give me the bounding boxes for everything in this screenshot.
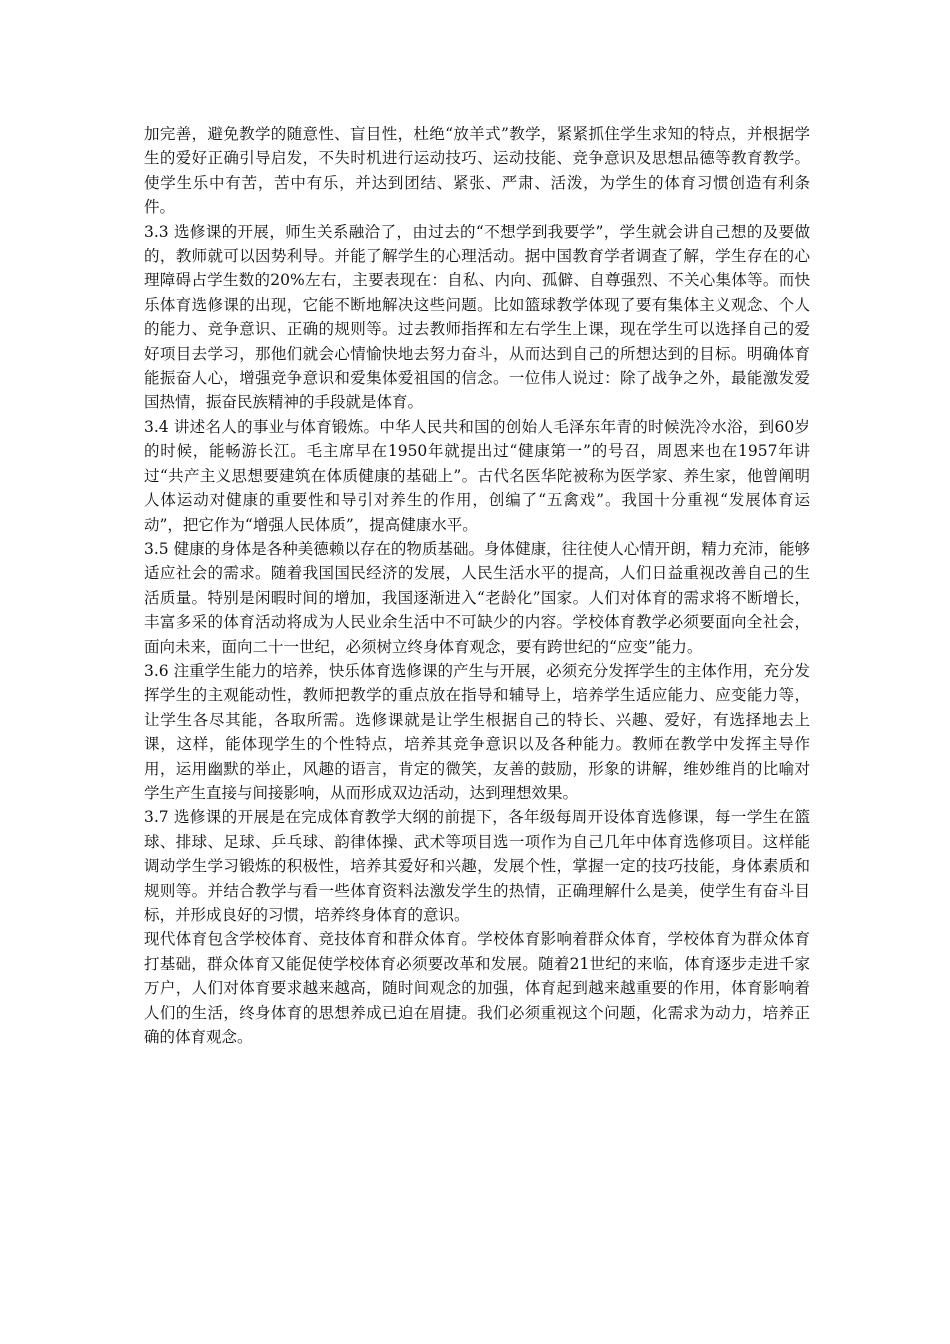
paragraph-continuation: 加完善，避免教学的随意性、盲目性，杜绝“放羊式”教学，紧紧抓住学生求知的特点，并根据学生的爱好正确引导启发，不失时机进行运动技巧、运动技能、竞争意识及思想品德等教育教学。使学生乐中有苦，苦中有乐，并达到团结、紧张、严肃、活泼，为学生的体育习惯创造有利条件。 [144,125,810,217]
document-body [144,122,810,1049]
paragraph-3-5: 3.5 健康的身体是各种美德赖以存在的物质基础。身体健康，往往使人心情开朗，精力充沛，能够适应社会的需求。随着我国国民经济的发展，人民生活水平的提高，人们日益重视改善自己的生活质量。特别是闲暇时间的增加，我国逐渐进入“老龄化”国家。人们对体育的需求将不断增长，丰富多采的体育活动将成为人民业余生活中不可缺少的内容。学校体育教学必须要面向全社会，面向未来，面向二十一世纪，必须树立终身体育观念，要有跨世纪的“应变”能力。 [144,539,810,656]
paragraph-3-4: 3.4 讲述名人的事业与体育锻炼。中华人民共和国的创始人毛泽东年青的时候洗冷水浴，到60岁的时候，能畅游长江。毛主席早在1950年就提出过“健康第一”的号召，周恩来也在1957年讲过“共产主义思想要建筑在体质健康的基础上”。古代名医华陀被称为医学家、养生家，他曾阐明人体运动对健康的重要性和导引对养生的作用，创编了“五禽戏”。我国十分重视“发展体育运动”，把它作为“增强人民体质”，提高健康水平。 [144,417,810,534]
paragraph-3-7: 3.7 选修课的开展是在完成体育教学大纲的前提下，各年级每周开设体育选修课，每一学生在篮球、排球、足球、乒乓球、韵律体操、武术等项目选一项作为自己几年中体育选修项目。这样能调动学生学习锻炼的积极性，培养其爱好和兴趣，发展个性，掌握一定的技巧技能，身体素质和规则等。并结合教学与看一些体育资料法激发学生的热情，正确理解什么是美，使学生有奋斗目标，并形成良好的习惯，培养终身体育的意识。 [144,808,810,924]
paragraph-3-3: 3.3 选修课的开展，师生关系融洽了，由过去的“不想学到我要学”，学生就会讲自己想的及要做的，教师就可以因势利导。并能了解学生的心理活动。据中国教育学者调查了解，学生存在的心理障碍占学生数的20%左右，主要表现在：自私、内向、孤僻、自尊强烈、不关心集体等。而快乐体育选修课的出现，它能不断地解决这些问题。比如篮球教学体现了要有集体主义观念、个人的能力、竞争意识、正确的规则等。过去教师指挥和左右学生上课，现在学生可以选择自己的爱好项目去学习，那他们就会心情愉快地去努力奋斗，从而达到自己的所想达到的目标。明确体育能振奋人心，增强竞争意识和爱集体爱祖国的信念。一位伟人说过：除了战争之外，最能激发爱国热情，振奋民族精神的手段就是体育。 [144,222,810,412]
paragraph-3-6: 3.6 注重学生能力的培养，快乐体育选修课的产生与开展，必须充分发挥学生的主体作用，充分发挥学生的主观能动性，教师把教学的重点放在指导和辅导上，培养学生适应能力、应变能力等，让学生各尽其能，各取所需。选修课就是让学生根据自己的特长、兴趣、爱好，有选择地去上课，这样，能体现学生的个性特点，培养其竞争意识以及各种能力。教师在教学中发挥主导作用，运用幽默的举止，风趣的语言，肯定的微笑，友善的鼓励，形象的讲解，维妙维肖的比喻对学生产生直接与间接影响，从而形成双边活动，达到理想效果。 [144,661,810,802]
paragraph-conclusion: 现代体育包含学校体育、竞技体育和群众体育。学校体育影响着群众体育，学校体育为群众体育打基础，群众体育又能促使学校体育必须要改革和发展。随着21世纪的来临，体育逐步走进千家万户，人们对体育要求越来越高，随时间观念的加强，体育起到越来越重要的作用，体育影响着人们的生活，终身体育的思想养成已迫在眉捷。我们必须重视这个问题，化需求为动力，培养正确的体育观念。 [144,930,810,1047]
